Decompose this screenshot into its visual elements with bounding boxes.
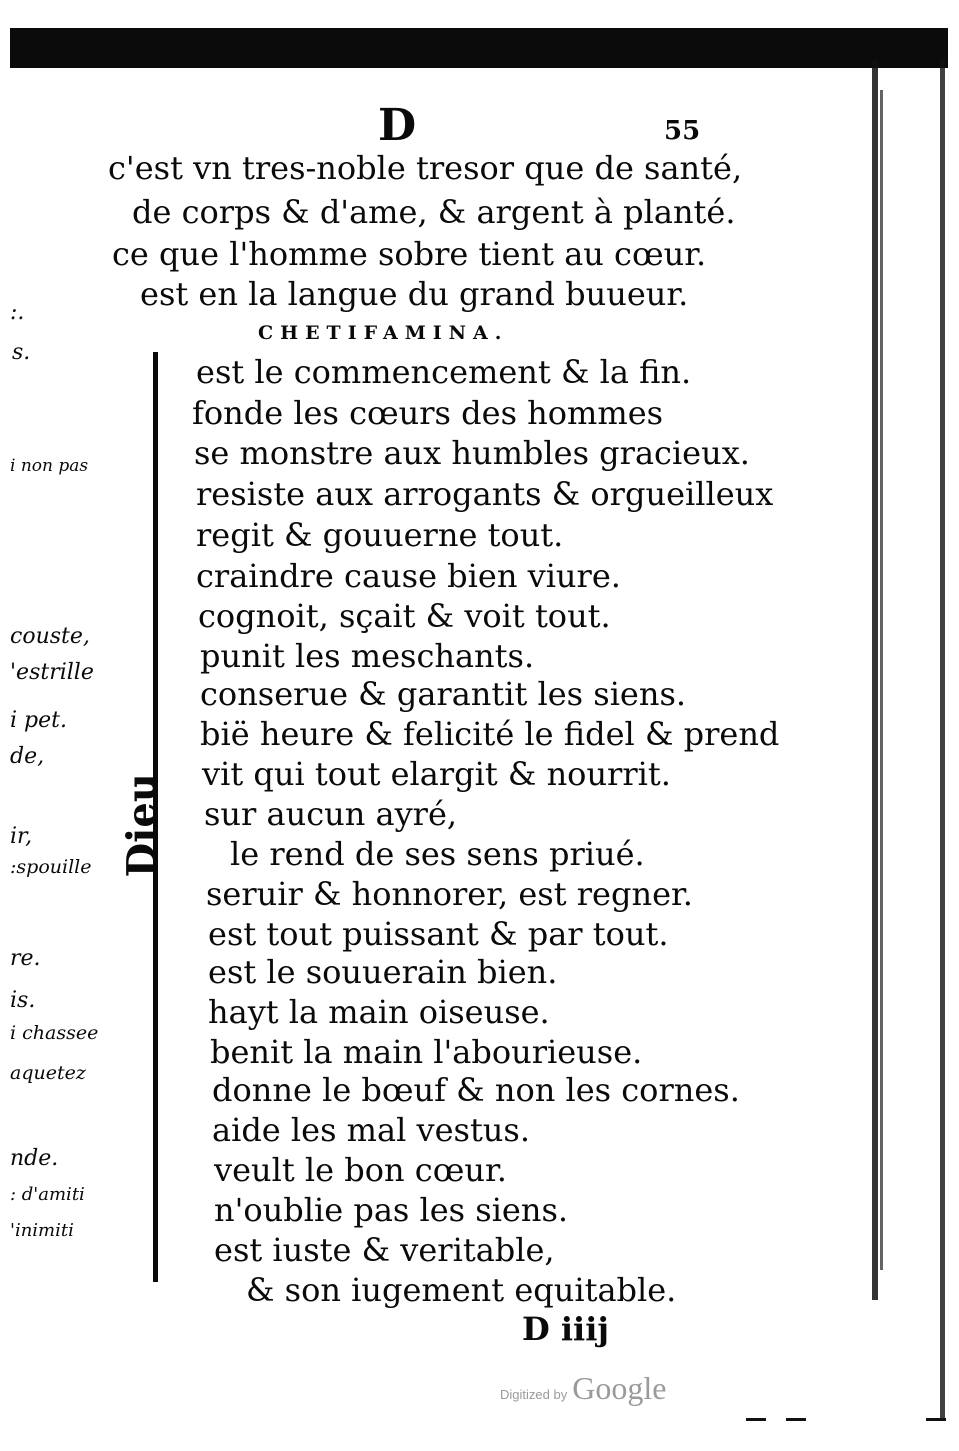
brace-line: seruir & honnorer, est regner. xyxy=(206,875,693,913)
intro-line: ce que l'homme sobre tient au cœur. xyxy=(112,235,707,273)
brace-line: n'oublie pas les siens. xyxy=(214,1191,569,1229)
intro-line: c'est vn tres-noble tresor que de santé, xyxy=(108,149,743,187)
page-outer-edge xyxy=(940,60,945,1420)
brace-line: se monstre aux humbles gracieux. xyxy=(194,434,750,472)
brace-line: cognoit, sçait & voit tout. xyxy=(198,597,611,635)
edge-mark xyxy=(926,1418,946,1421)
brace-line: craindre cause bien viure. xyxy=(196,557,621,595)
brace-line: bië heure & felicité le fidel & prend xyxy=(200,715,780,753)
brace-line: aide les mal vestus. xyxy=(212,1111,530,1149)
digitized-watermark xyxy=(500,1370,667,1407)
margin-fragment: :. xyxy=(10,300,25,325)
brace-line: est le commencement & la fin. xyxy=(196,353,692,391)
edge-mark xyxy=(786,1418,806,1421)
margin-fragment: i chassee xyxy=(10,1022,99,1044)
brace-line: & son iugement equitable. xyxy=(246,1271,677,1309)
brace-line: est iuste & veritable, xyxy=(214,1231,555,1269)
edge-mark xyxy=(746,1418,766,1421)
margin-fragment: i non pas xyxy=(10,456,89,476)
section-rubric: CHETIFAMINA. xyxy=(258,322,509,344)
page-number: 55 xyxy=(664,116,701,146)
dark-page-edge-top xyxy=(10,28,948,68)
page-binding-edge xyxy=(870,60,890,1310)
brace-line: resiste aux arrogants & orgueilleux xyxy=(196,475,774,513)
margin-fragment: 'inimiti xyxy=(10,1220,74,1241)
brace-line: vit qui tout elargit & nourrit. xyxy=(202,755,671,793)
margin-fragment: i pet. xyxy=(10,708,67,733)
margin-fragment: ir, xyxy=(10,824,33,849)
watermark-brand: Google xyxy=(572,1370,667,1406)
brace-line: conserue & garantit les siens. xyxy=(200,675,687,713)
intro-line: est en la langue du grand buueur. xyxy=(140,275,689,313)
running-header-letter: D xyxy=(378,100,417,151)
brace-line: est le souuerain bien. xyxy=(208,953,558,991)
intro-line: de corps & d'ame, & argent à planté. xyxy=(132,193,736,231)
margin-fragment: aquetez xyxy=(10,1062,86,1084)
brace-line: le rend de ses sens priué. xyxy=(230,835,645,873)
brace-line: benit la main l'abourieuse. xyxy=(210,1033,643,1071)
margin-fragment: s. xyxy=(12,340,31,365)
margin-fragment: nde. xyxy=(10,1146,59,1171)
brace-line: regit & gouuerne tout. xyxy=(196,516,564,554)
margin-fragment: couste, xyxy=(10,624,90,649)
brace-line: punit les meschants. xyxy=(200,637,535,675)
margin-fragment: 'estrille xyxy=(10,660,94,685)
brace-line: sur aucun ayré, xyxy=(204,795,458,833)
margin-fragment: : d'amiti xyxy=(10,1184,85,1205)
brace-line: donne le bœuf & non les cornes. xyxy=(212,1071,740,1109)
margin-fragment: is. xyxy=(10,988,36,1013)
margin-fragment: re. xyxy=(10,946,41,971)
brace-label: Dieu xyxy=(118,773,166,878)
watermark-prefix: Digitized by xyxy=(500,1387,568,1402)
margin-fragment: de, xyxy=(10,744,45,769)
signature-mark: D iiij xyxy=(522,1310,609,1348)
brace-line: est tout puissant & par tout. xyxy=(208,915,669,953)
brace-line: fonde les cœurs des hommes xyxy=(192,394,664,432)
brace-line: hayt la main oiseuse. xyxy=(208,993,550,1031)
margin-fragment: :spouille xyxy=(10,856,92,878)
brace-line: veult le bon cœur. xyxy=(214,1151,507,1189)
